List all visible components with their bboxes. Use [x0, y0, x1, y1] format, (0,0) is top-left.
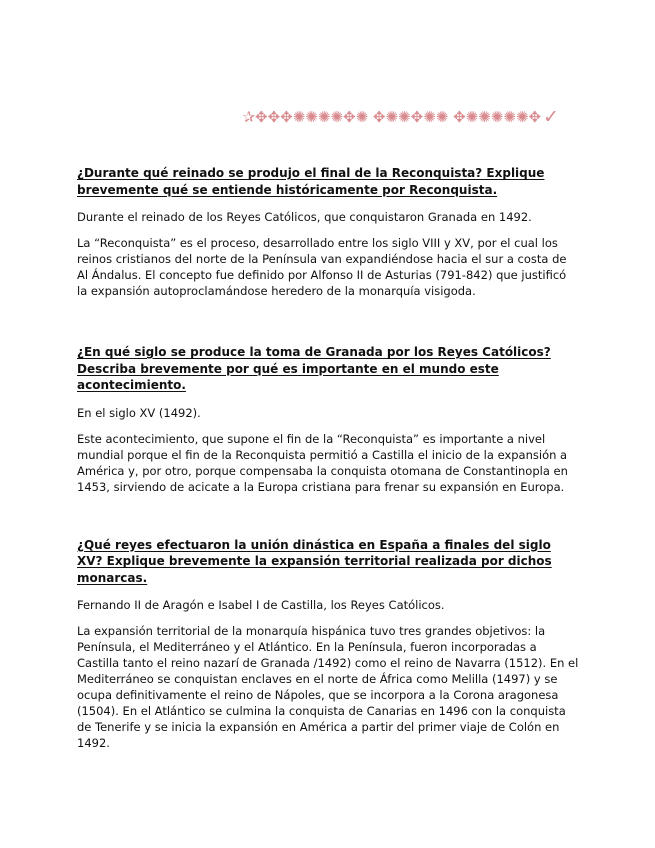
answer-paragraph: La expansión territorial de la monarquía hispánica tuvo tres grandes objetivos: la Península, el Mediterráneo y el Atlántico. En la Península, fueron incorporadas a Castilla tanto el reino nazarí de Granada /1492) como el reino de Navarra (1512). En el Mediterráneo se conquistan enclaves en el norte de África como Melilla (1497) y se ocupa definitivamente el reino de Nápoles, que se incorpora a la Corona aragonesa (1504). En el Atlántico se culmina la conquista de Canarias en 1496 con la conquista de Tenerife y se inicia la expansión en América a partir del primer viaje de Colón en 1492. — [77, 624, 579, 750]
answer-paragraph: Durante el reinado de los Reyes Católicos, que conquistaron Granada en 1492. — [77, 210, 532, 224]
decorative-glyphs: ✰✥✥✥✺✺✺✺✥✺ ✥✺✺✥✺✺ ✥✺✺✺✺✺✥ — [242, 108, 542, 126]
question-heading: ¿En qué siglo se produce la toma de Granada por los Reyes Católicos? Describa brevemente por qué es importante en el mundo este acontecimiento. — [77, 345, 551, 392]
answer-paragraph: La “Reconquista” es el proceso, desarrollado entre los siglo VIII y XV, por el cual los reinos cristianos del norte de la Península van expandiéndose hacia el sur a costa de Al Ándalus. El concepto fue definido por Alfonso II de Asturias (791-842) que justificó la expansión autoproclamándose heredero de la monarquía visigoda. — [77, 236, 567, 298]
answer-paragraph: Fernando II de Aragón e Isabel I de Castilla, los Reyes Católicos. — [77, 598, 445, 612]
question-heading: ¿Qué reyes efectuaron la unión dinástica en España a finales del siglo XV? Explique brevemente la expansión territorial realizada por dichos monarcas. — [77, 537, 552, 585]
section-2 — [77, 344, 580, 495]
checkmark-icon: ✓ — [543, 106, 559, 128]
answer-paragraph: Este acontecimiento, que supone el fin de la “Reconquista” es importante a nivel mundial porque el fin de la Reconquista permitió a Castilla el inicio de la expansión a América y, por otro, porque compensaba la conquista otomana de Constantinopla en 1453, sirviendo de acicate a la Europa cristiana para frenar su expansión en Europa. — [77, 431, 568, 494]
section-3 — [77, 537, 580, 752]
answer-paragraph: En el siglo XV (1492). — [77, 405, 201, 420]
decorative-header — [242, 106, 559, 128]
section-1 — [77, 165, 580, 299]
document-body — [77, 165, 580, 761]
question-heading: ¿Durante qué reinado se produjo el final de la Reconquista? Explique brevemente qué se entiende históricamente por Reconquista. — [77, 166, 545, 197]
